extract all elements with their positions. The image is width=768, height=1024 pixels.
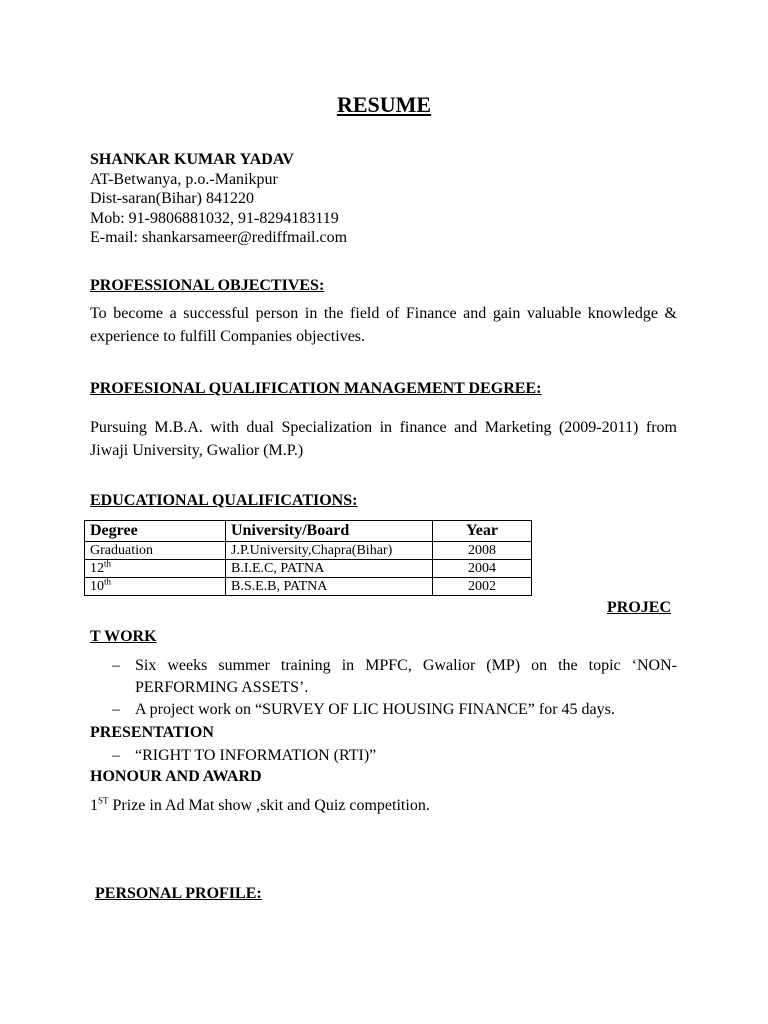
honour-text: 1ST Prize in Ad Mat show ,skit and Quiz competition.	[90, 795, 430, 814]
table-row	[85, 578, 532, 596]
honour-heading: HONOUR AND AWARD	[90, 768, 262, 785]
education-heading: EDUCATIONAL QUALIFICATIONS:	[90, 492, 358, 509]
column-header-degree: Degree	[85, 521, 226, 542]
table-row	[85, 560, 532, 578]
degree-cell: 12th	[85, 560, 226, 578]
address-line-1: AT-Betwanya, p.o.-Manikpur	[90, 170, 278, 188]
objectives-text: To become a successful person in the field of Finance and gain valuable knowledge & experience to fulfill Companies objectives.	[90, 305, 677, 345]
year-cell: 2002	[433, 578, 532, 596]
degree-cell: Graduation	[85, 542, 226, 560]
year-cell: 2004	[433, 560, 532, 578]
qualification-text: Pursuing M.B.A. with dual Specialization in finance and Marketing (2009-2011) from Jiwaji University, Gwalior (M.P.)	[90, 419, 677, 459]
project-heading-part1: PROJEC	[607, 599, 671, 616]
address-line-2: Dist-saran(Bihar) 841220	[90, 190, 254, 208]
board-cell: J.P.University,Chapra(Bihar)	[226, 542, 433, 560]
mobile-number: Mob: 91-9806881032, 91-8294183119	[90, 209, 339, 227]
resume-title: RESUME	[336, 92, 432, 117]
column-header-year: Year	[433, 521, 532, 542]
presentation-list	[90, 745, 677, 767]
list-item: – A project work on “SURVEY OF LIC HOUSING FINANCE” for 45 days.	[90, 699, 677, 721]
bullet-dash: –	[112, 657, 120, 674]
board-cell: B.I.E.C, PATNA	[226, 560, 433, 578]
project-heading-part2: T WORK	[90, 628, 157, 645]
contact-block	[90, 150, 347, 248]
candidate-name: SHANKAR KUMAR YADAV	[90, 151, 294, 168]
list-item: – “RIGHT TO INFORMATION (RTI)”	[90, 745, 677, 767]
presentation-heading: PRESENTATION	[90, 724, 214, 741]
objectives-heading: PROFESSIONAL OBJECTIVES:	[90, 277, 325, 294]
list-item: – Six weeks summer training in MPFC, Gwalior (MP) on the topic ‘NON-PERFORMING ASSETS’.	[112, 657, 677, 696]
education-table	[84, 520, 532, 596]
table-row	[85, 542, 532, 560]
bullet-dash: –	[112, 701, 120, 718]
qualification-heading: PROFESIONAL QUALIFICATION MANAGEMENT DEGREE:	[90, 380, 542, 397]
email-address: E-mail: shankarsameer@rediffmail.com	[90, 229, 348, 247]
column-header-board: University/Board	[226, 521, 433, 542]
project-list	[90, 655, 677, 721]
bullet-dash: –	[112, 747, 120, 764]
degree-cell: 10th	[85, 578, 226, 596]
board-cell: B.S.E.B, PATNA	[226, 578, 433, 596]
education-table-header	[85, 521, 532, 542]
personal-profile-heading: PERSONAL PROFILE:	[95, 885, 262, 902]
year-cell: 2008	[433, 542, 532, 560]
